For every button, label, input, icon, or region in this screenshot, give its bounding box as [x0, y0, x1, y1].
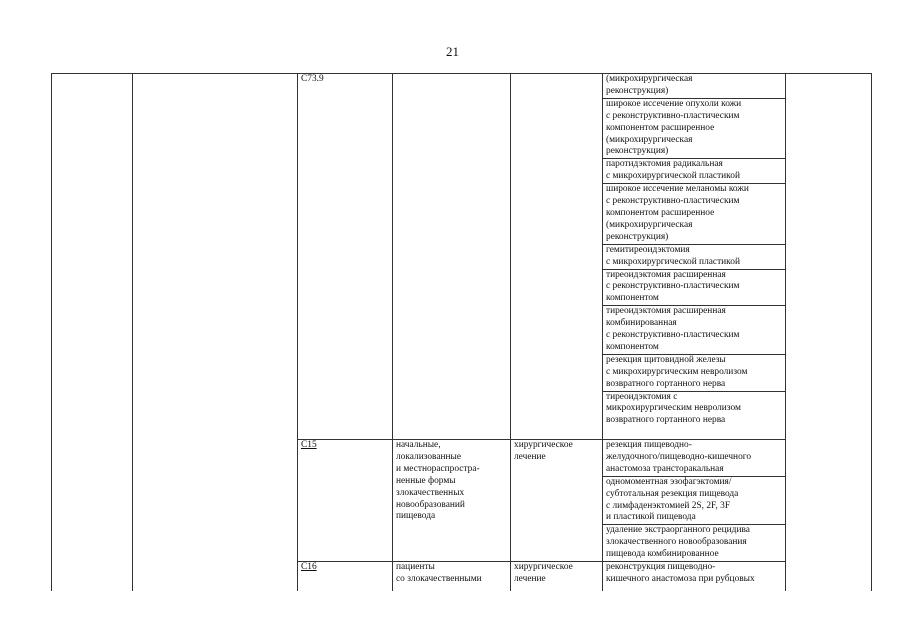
diagnosis-code: C73.9: [301, 74, 324, 84]
method-item: широкое иссечение опухоли кожи с реконструктивно-пластическим компонентом расширенное (микрохирургическая реконструкция): [603, 99, 785, 160]
method-item: резекция щитовидной железы с микрохирургическим невролизом возвратного гортанного нерва: [603, 355, 785, 392]
patient-model-cell: [393, 440, 511, 562]
method-item: реконструкция пищеводно- кишечного анастомоза при рубцовых: [606, 562, 755, 584]
patient-model-cell: [393, 74, 511, 440]
treatment-type-cell: [511, 440, 603, 562]
method-item: широкое иссечение меланомы кожи с реконструктивно-пластическим компонентом расширенное (микрохирургическая реконструкция): [603, 184, 785, 245]
cost-cell: [786, 74, 872, 623]
treatment-type-text: хирургическое лечение: [514, 440, 573, 462]
page-bottom-margin: [51, 591, 872, 640]
diagnosis-code: C15: [301, 440, 317, 450]
method-item: удаление экстраорганного рецидива злокачественного новообразования пищевода комбинированное: [606, 525, 750, 560]
patient-model-text: начальные, локализованные и местнораспростра- ненные формы злокачественных новообразований пищевода: [396, 440, 480, 522]
group-number-cell: [52, 74, 133, 623]
diagnosis-code: C16: [301, 562, 317, 573]
method-item: гемитиреоидэктомия с микрохирургической пластикой: [603, 245, 785, 270]
patient-model-text: пациенты со злокачественными: [396, 562, 482, 584]
method-item: одномоментная эзофагэктомия/ субтотальная резекция пищевода с лимфаденэктомией 2S, 2F, 3F и пластикой пищевода: [603, 477, 785, 526]
method-item: (микрохирургическая реконструкция): [603, 74, 785, 99]
method-cell: [603, 440, 786, 562]
method-cell: [603, 74, 786, 440]
table-row: [52, 74, 872, 440]
code-cell: [298, 74, 393, 440]
method-item: тиреоидэктомия расширенная комбинированная с реконструктивно-пластическим компонентом: [603, 306, 785, 355]
method-item: резекция пищеводно- желудочного/пищеводно-кишечного анастомоза трансторакальная: [603, 440, 785, 477]
services-table: [51, 73, 872, 623]
treatment-type-text: хирургическое лечение: [514, 562, 573, 584]
code-cell: [298, 440, 393, 562]
page-number: 21: [446, 44, 459, 59]
method-item: тиреоидэктомия расширенная с реконструктивно-пластическим компонентом: [603, 270, 785, 307]
method-item: паротидэктомия радикальная с микрохирургической пластикой: [603, 159, 785, 184]
method-name-cell: [133, 74, 298, 623]
treatment-type-cell: [511, 74, 603, 440]
method-item: тиреоидэктомия с микрохирургическим невролизом возвратного гортанного нерва: [606, 391, 741, 426]
